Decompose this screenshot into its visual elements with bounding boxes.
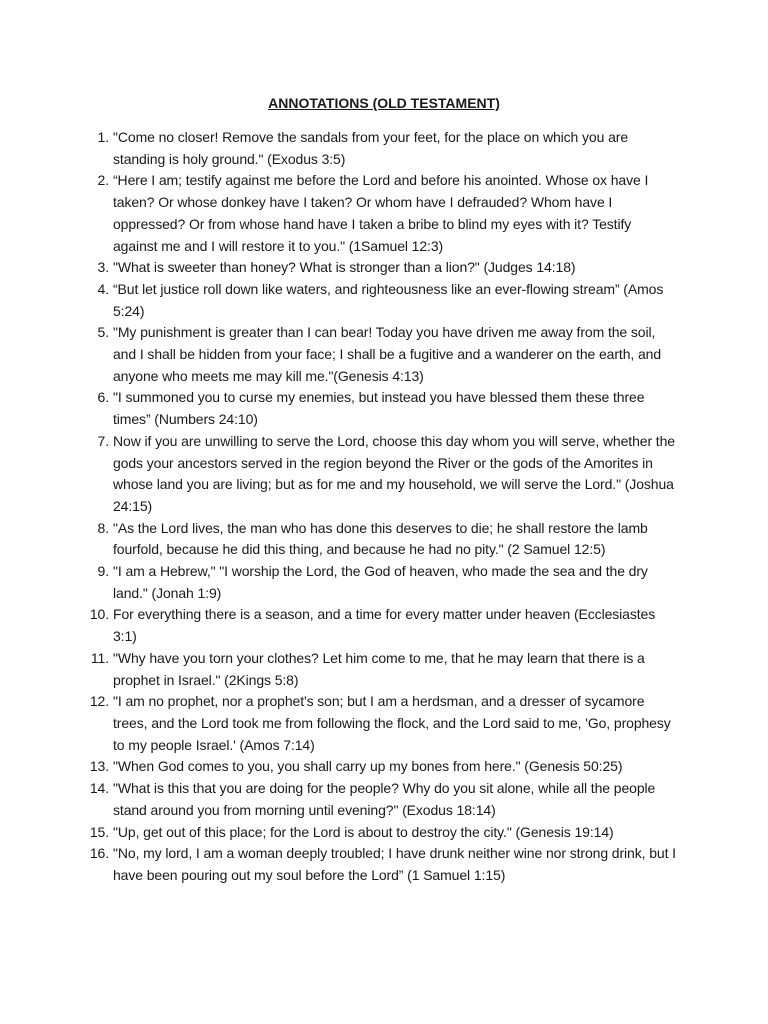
list-item: [0, 822, 676, 844]
item-number: 1.: [97, 129, 109, 145]
list-item: [0, 778, 676, 821]
list-item: [0, 518, 676, 561]
item-text: "Up, get out of this place; for the Lord is about to destroy the city." (Genesis 19:14): [113, 823, 614, 840]
item-text: For everything there is a season, and a time for every matter under heaven (Ecclesiastes 3:1): [113, 606, 656, 645]
item-number: 2.: [97, 172, 109, 189]
item-number: 10.: [89, 606, 109, 623]
item-number: 6.: [97, 389, 109, 406]
item-number: 3.: [97, 259, 109, 276]
item-number: 16.: [89, 845, 109, 862]
list-item: [0, 843, 676, 886]
list-item: [0, 127, 676, 170]
item-text: "Come no closer! Remove the sandals from your feet, for the place on which you are standing is holy ground." (Exodus 3:5): [113, 129, 629, 167]
list-item: [0, 648, 676, 691]
item-number: 12.: [89, 693, 109, 710]
annotation-list: [0, 127, 768, 887]
item-text: "I am no prophet, nor a prophet's son; but I am a herdsman, and a dresser of sycamore trees, and the Lord took me from following the flock, and the Lord said to me, 'Go, prophesy to my people Israel.' (Amos 7:14): [113, 693, 671, 753]
list-item: [0, 604, 676, 647]
page-title: ANNOTATIONS (OLD TESTAMENT): [268, 95, 500, 111]
item-number: 14.: [89, 780, 109, 797]
item-text: "What is sweeter than honey? What is stronger than a lion?" (Judges 14:18): [113, 259, 576, 276]
item-number: 15.: [89, 823, 109, 840]
item-text: “But let justice roll down like waters, and righteousness like an ever-flowing stream” (Amos 5:24): [113, 280, 664, 319]
item-number: 13.: [89, 758, 109, 775]
item-text: Now if you are unwilling to serve the Lord, choose this day whom you will serve, whether the gods your ancestors served in the region beyond the River or the gods of the Amorites in whose land you are living; but as for me and my household, we will serve the Lord." (Joshua 24:15): [113, 432, 675, 514]
item-number: 8.: [97, 519, 109, 536]
list-item: [0, 431, 676, 518]
list-item: [0, 387, 676, 430]
item-text: "As the Lord lives, the man who has done this deserves to die; he shall restore the lamb fourfold, because he did this thing, and because he had no pity." (2 Samuel 12:5): [113, 519, 648, 558]
list-item: [0, 756, 676, 778]
list-item: [0, 257, 676, 279]
list-item: [0, 170, 676, 257]
item-number: 7.: [97, 432, 109, 449]
item-number: 5.: [97, 324, 109, 341]
list-item: [0, 691, 676, 756]
item-number: 9.: [97, 563, 109, 580]
item-number: 4.: [97, 280, 109, 297]
list-item: [0, 279, 676, 322]
item-text: "What is this that you are doing for the people? Why do you sit alone, while all the people stand around you from morning until evening?" (Exodus 18:14): [113, 780, 656, 818]
item-number: 11.: [90, 649, 109, 666]
item-text: "I am a Hebrew," "I worship the Lord, the God of heaven, who made the sea and the dry land." (Jonah 1:9): [113, 563, 648, 601]
item-text: "I summoned you to curse my enemies, but instead you have blessed them these three times” (Numbers 24:10): [113, 389, 645, 428]
list-item: [0, 561, 676, 604]
item-text: “Here I am; testify against me before the Lord and before his anointed. Whose ox have I taken? Or whose donkey have I taken? Or whom have I defrauded? Whom have I oppressed? Or from whose hand have I taken a bribe to blind my eyes with it? Testify against me and I will restore it to you." (1Samuel 12:3): [113, 172, 649, 254]
list-item: [0, 322, 676, 387]
item-text: "My punishment is greater than I can bear! Today you have driven me away from the soil, and I shall be hidden from your face; I shall be a fugitive and a wanderer on the earth, and anyone who meets me may kill me."(Genesis 4:13): [113, 324, 662, 384]
item-text: "Why have you torn your clothes? Let him come to me, that he may learn that there is a prophet in Israel." (2Kings 5:8): [113, 649, 645, 688]
item-text: "When God comes to you, you shall carry up my bones from here." (Genesis 50:25): [113, 758, 623, 775]
item-text: "No, my lord, I am a woman deeply troubled; I have drunk neither wine nor strong drink, but I have been pouring out my soul before the Lord” (1 Samuel 1:15): [113, 845, 676, 883]
